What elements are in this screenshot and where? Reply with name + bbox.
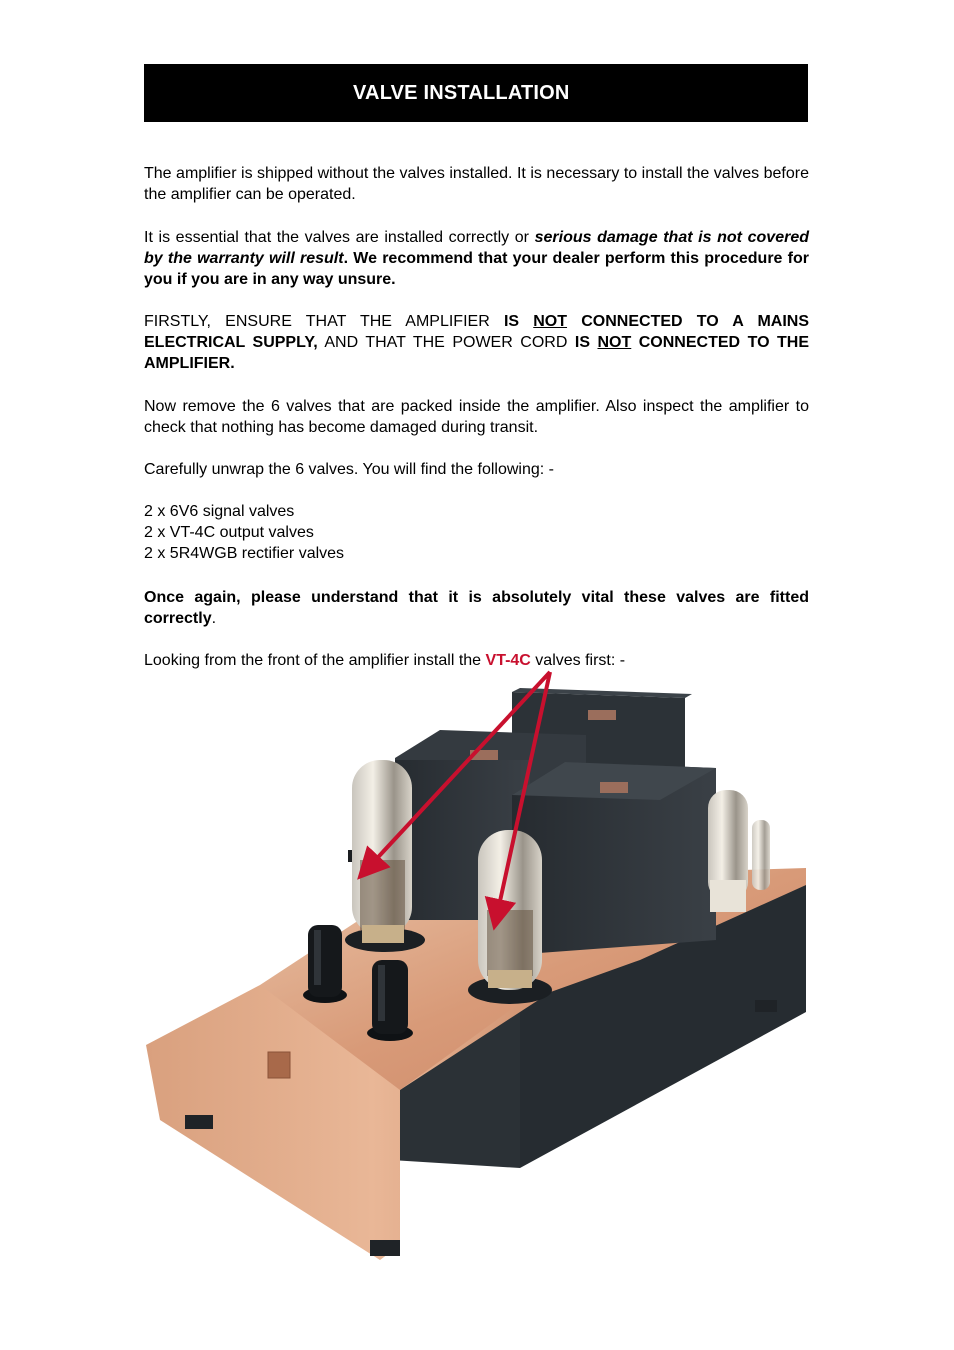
remove-paragraph: Now remove the 6 valves that are packed inside the amplifier. Also inspect the amplifier to check that nothing has become damaged during transit.: [144, 398, 809, 436]
6v6-valve-right: [372, 960, 408, 1034]
safety-bold-3: IS: [574, 334, 598, 351]
6v6-valve-left: [308, 925, 342, 997]
list-item: 2 x 5R4WGB rectifier valves: [144, 545, 345, 562]
safety-bold-4: CONNECTED TO THE AMPLIFIER.: [144, 334, 810, 372]
warning-emphasis: serious damage that is not covered by the warranty will result: [144, 229, 809, 267]
dealer-advice: We recommend that your dealer perform this procedure for you if you are in any way unsure.: [144, 250, 810, 288]
reminder-bold: Once again, please understand that it is absolutely vital these valves are fitted correctly: [144, 589, 809, 627]
warning-period: .: [343, 250, 349, 267]
unwrap-paragraph: Carefully unwrap the 6 valves. You will find the following: -: [144, 461, 554, 478]
page-title: VALVE INSTALLATION: [353, 81, 570, 104]
list-item: 2 x 6V6 signal valves: [144, 503, 295, 520]
safety-bold-2: CONNECTED TO A MAINS ELECTRICAL SUPPLY,: [144, 313, 809, 351]
list-item: 2 x VT-4C output valves: [144, 524, 314, 541]
instruction-lead: Looking from the front of the amplifier install the: [144, 652, 486, 669]
logo-plate: [268, 1052, 290, 1078]
safety-underline-1: NOT: [533, 313, 568, 330]
safety-text-1: FIRSTLY, ENSURE THAT THE AMPLIFIER: [144, 313, 504, 330]
safety-text-2: AND THAT THE POWER CORD: [317, 334, 575, 351]
intro-paragraph: The amplifier is shipped without the valves installed. It is necessary to install the valves before the amplifier can be operated.: [144, 165, 809, 203]
instruction-end: valves first: -: [530, 652, 626, 669]
warning-lead: It is essential that the valves are installed correctly or: [144, 229, 535, 246]
safety-underline-2: NOT: [597, 334, 632, 351]
reminder-end: .: [211, 610, 217, 627]
safety-bold-1: IS: [503, 313, 534, 330]
vt4c-highlight: VT-4C: [485, 652, 531, 669]
